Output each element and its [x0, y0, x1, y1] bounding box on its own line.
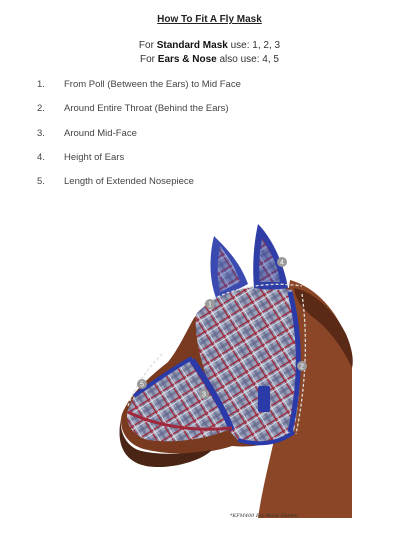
- step-text: Around Mid-Face: [64, 127, 137, 139]
- list-item: [0, 128, 419, 152]
- list-item: [0, 152, 419, 176]
- marker-4-label: 4: [280, 259, 284, 267]
- horse-fly-mask-illustration: [108, 218, 358, 523]
- page-title: How To Fit A Fly Mask: [157, 14, 262, 25]
- marker-3-label: 3: [202, 391, 206, 399]
- ears-nose-label: Ears & Nose: [157, 54, 217, 65]
- marker-5-label: 5: [140, 381, 144, 389]
- list-item: [0, 176, 419, 200]
- step-number: 4.: [37, 151, 45, 163]
- step-number: 2.: [37, 103, 45, 115]
- marker-1-label: 1: [208, 301, 212, 309]
- list-item: [0, 79, 419, 103]
- standard-prefix: For: [138, 40, 157, 51]
- standard-mask-label: Standard Mask: [156, 40, 228, 51]
- step-text: Height of Ears: [64, 151, 125, 163]
- step-text: Length of Extended Nosepiece: [64, 176, 194, 188]
- step-text: From Poll (Between the Ears) to Mid Face: [64, 79, 241, 90]
- standard-suffix: use: 1, 2, 3: [227, 40, 281, 51]
- measurement-steps: [0, 79, 419, 200]
- step-number: 3.: [37, 127, 45, 139]
- ears-nose-line: [0, 54, 419, 65]
- ears-nose-suffix: also use: 4, 5: [216, 54, 279, 65]
- marker-2-label: 2: [300, 363, 304, 371]
- step-number: 5.: [37, 176, 45, 188]
- step-number: 1.: [37, 79, 45, 90]
- figure-caption: *KFM400 Fly Mask Shown: [230, 513, 298, 519]
- list-item: [0, 103, 419, 127]
- ears-nose-prefix: For: [140, 54, 158, 65]
- step-text: Around Entire Throat (Behind the Ears): [64, 103, 229, 115]
- standard-mask-line: [0, 40, 419, 51]
